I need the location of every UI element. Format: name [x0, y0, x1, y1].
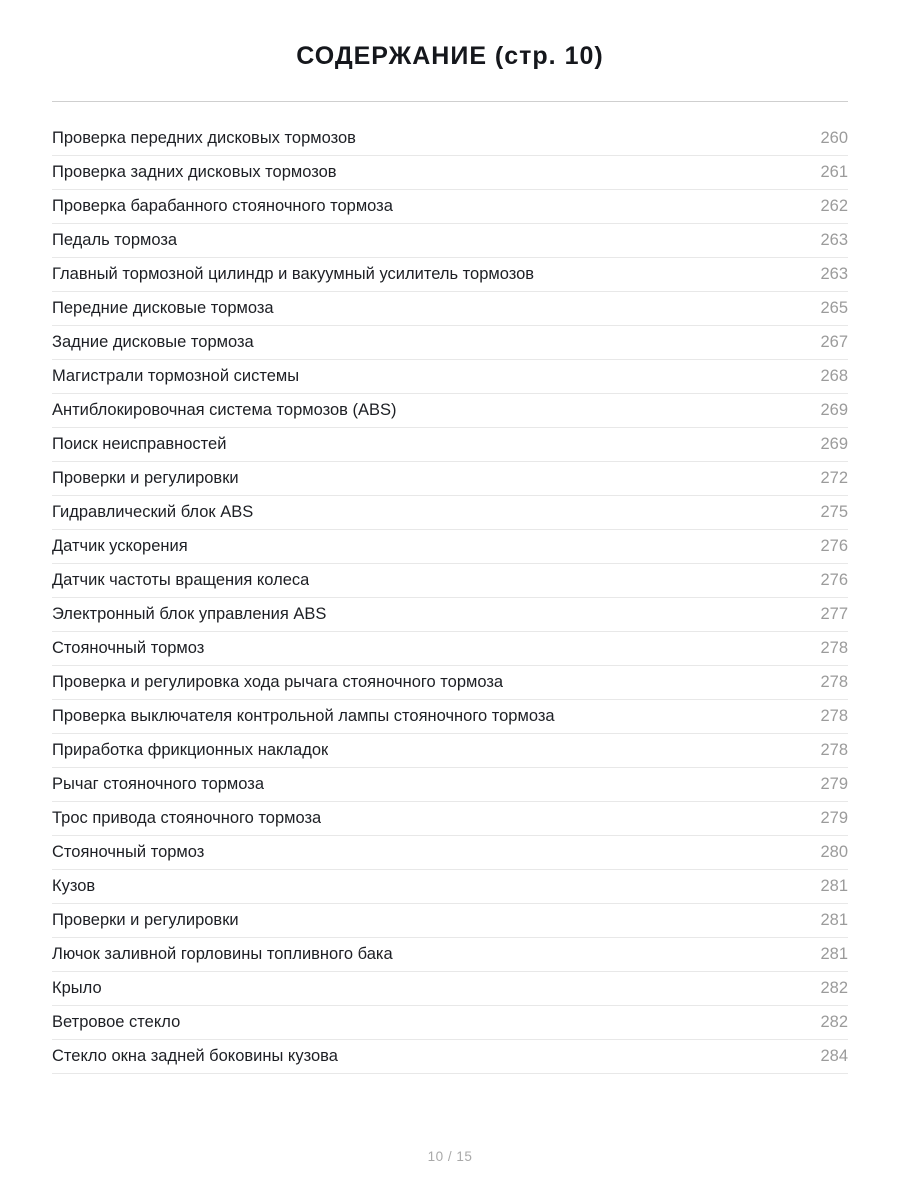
toc-entry[interactable] — [52, 972, 848, 1006]
toc-entry-page: 260 — [820, 129, 848, 147]
toc-entry-title: Магистрали тормозной системы — [52, 367, 300, 385]
toc-entry-page: 282 — [820, 1013, 848, 1031]
toc-entry-title: Задние дисковые тормоза — [52, 333, 254, 351]
toc-entry-page: 278 — [820, 639, 848, 657]
toc-entry[interactable] — [52, 1040, 848, 1074]
toc-entry-title: Поиск неисправностей — [52, 435, 227, 453]
toc-entry-title: Гидравлический блок ABS — [52, 503, 254, 521]
toc-entry[interactable] — [52, 360, 848, 394]
toc-entry[interactable] — [52, 700, 848, 734]
page-indicator: 10 / 15 — [427, 1149, 473, 1164]
toc-entry[interactable] — [52, 564, 848, 598]
toc-entry-page: 282 — [820, 979, 848, 997]
toc-entry[interactable] — [52, 666, 848, 700]
toc-entry-page: 269 — [820, 401, 848, 419]
toc-entry-title: Крыло — [52, 979, 102, 997]
toc-entry-title: Передние дисковые тормоза — [52, 299, 274, 317]
toc-entry-page: 279 — [820, 809, 848, 827]
toc-entry-page: 281 — [820, 911, 848, 929]
toc-entry-title: Проверка барабанного стояночного тормоза — [52, 197, 393, 215]
toc-entry-page: 261 — [820, 163, 848, 181]
toc-entry-title: Датчик ускорения — [52, 537, 188, 555]
toc-entry-page: 278 — [820, 673, 848, 691]
toc-entry-page: 278 — [820, 707, 848, 725]
toc-entry-title: Проверки и регулировки — [52, 469, 239, 487]
toc-entry-title: Лючок заливной горловины топливного бака — [52, 945, 393, 963]
toc-list — [52, 122, 848, 1074]
toc-entry[interactable] — [52, 122, 848, 156]
toc-entry[interactable] — [52, 156, 848, 190]
toc-entry[interactable] — [52, 870, 848, 904]
toc-entry-title: Кузов — [52, 877, 96, 895]
toc-entry-title: Антиблокировочная система тормозов (ABS) — [52, 401, 397, 419]
toc-entry-page: 275 — [820, 503, 848, 521]
toc-entry-title: Проверка выключателя контрольной лампы стояночного тормоза — [52, 707, 555, 725]
toc-entry-title: Стекло окна задней боковины кузова — [52, 1047, 338, 1065]
toc-entry-title: Рычаг стояночного тормоза — [52, 775, 265, 793]
toc-entry-title: Стояночный тормоз — [52, 639, 205, 657]
toc-entry[interactable] — [52, 394, 848, 428]
toc-entry[interactable] — [52, 598, 848, 632]
toc-entry[interactable] — [52, 530, 848, 564]
toc-entry-title: Стояночный тормоз — [52, 843, 205, 861]
toc-entry[interactable] — [52, 836, 848, 870]
toc-entry[interactable] — [52, 462, 848, 496]
toc-entry-title: Датчик частоты вращения колеса — [52, 571, 310, 589]
toc-entry-title: Проверка задних дисковых тормозов — [52, 163, 337, 181]
toc-entry-page: 284 — [820, 1047, 848, 1065]
toc-entry-page: 269 — [820, 435, 848, 453]
toc-entry[interactable] — [52, 904, 848, 938]
toc-entry-title: Проверка передних дисковых тормозов — [52, 129, 356, 147]
toc-entry-page: 262 — [820, 197, 848, 215]
page-title: СОДЕРЖАНИЕ (стр. 10) — [296, 42, 604, 70]
toc-entry-title: Трос привода стояночного тормоза — [52, 809, 322, 827]
toc-entry[interactable] — [52, 326, 848, 360]
toc-entry-page: 268 — [820, 367, 848, 385]
toc-entry-page: 281 — [820, 877, 848, 895]
toc-entry-title: Электронный блок управления ABS — [52, 605, 327, 623]
toc-entry[interactable] — [52, 292, 848, 326]
toc-entry[interactable] — [52, 190, 848, 224]
toc-entry-title: Ветровое стекло — [52, 1013, 181, 1031]
toc-entry-page: 280 — [820, 843, 848, 861]
toc-entry-page: 263 — [820, 265, 848, 283]
toc-entry-title: Главный тормозной цилиндр и вакуумный усилитель тормозов — [52, 265, 535, 283]
toc-entry-page: 276 — [820, 537, 848, 555]
toc-entry[interactable] — [52, 428, 848, 462]
toc-entry-title: Проверка и регулировка хода рычага стояночного тормоза — [52, 673, 504, 691]
toc-entry-page: 272 — [820, 469, 848, 487]
toc-entry-page: 276 — [820, 571, 848, 589]
toc-entry[interactable] — [52, 632, 848, 666]
toc-entry[interactable] — [52, 768, 848, 802]
toc-entry[interactable] — [52, 938, 848, 972]
toc-entry[interactable] — [52, 258, 848, 292]
toc-entry-title: Педаль тормоза — [52, 231, 178, 249]
toc-entry[interactable] — [52, 802, 848, 836]
toc-entry[interactable] — [52, 1006, 848, 1040]
toc-entry-title: Приработка фрикционных накладок — [52, 741, 329, 759]
toc-entry-page: 278 — [820, 741, 848, 759]
toc-entry-page: 265 — [820, 299, 848, 317]
toc-entry[interactable] — [52, 496, 848, 530]
toc-entry-page: 281 — [820, 945, 848, 963]
toc-entry[interactable] — [52, 734, 848, 768]
toc-entry[interactable] — [52, 224, 848, 258]
toc-entry-page: 277 — [820, 605, 848, 623]
toc-entry-page: 279 — [820, 775, 848, 793]
toc-entry-page: 263 — [820, 231, 848, 249]
title-divider — [52, 101, 848, 102]
toc-entry-title: Проверки и регулировки — [52, 911, 239, 929]
toc-entry-page: 267 — [820, 333, 848, 351]
